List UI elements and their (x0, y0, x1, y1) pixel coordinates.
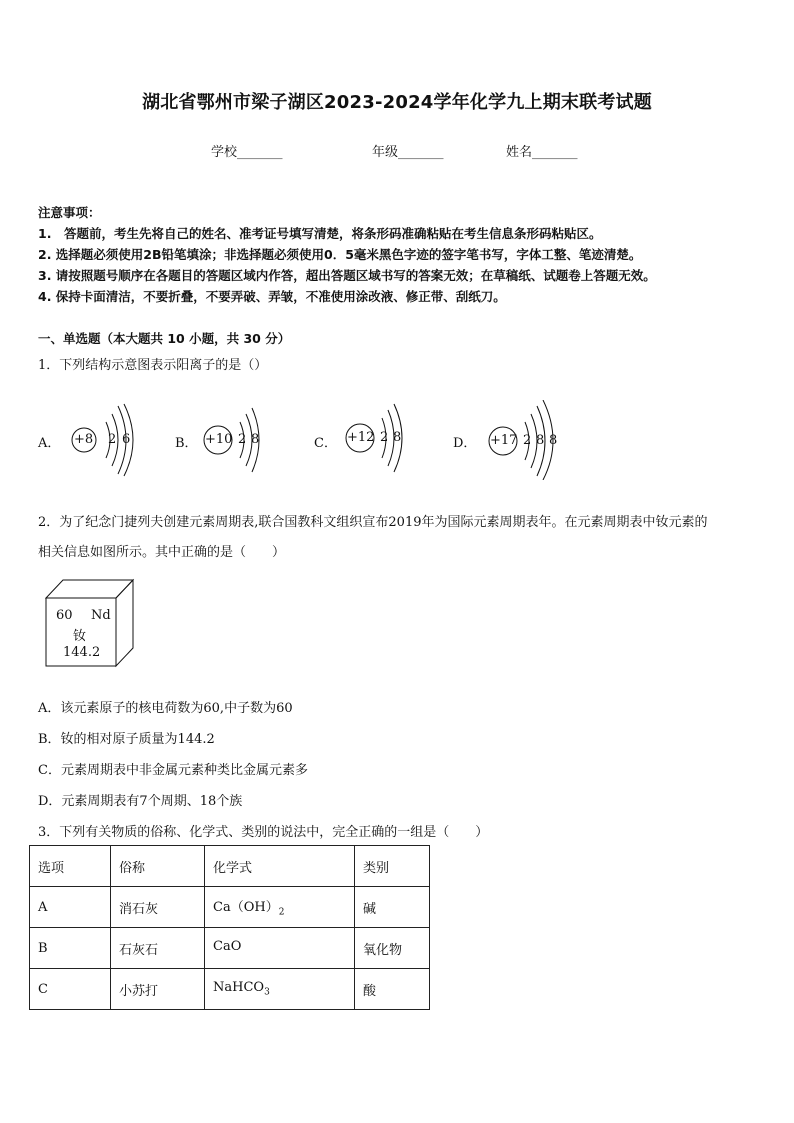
table-cell: 消石灰 (111, 887, 205, 928)
table-header: 俗称 (111, 846, 205, 887)
shell-electrons: 2 (523, 433, 532, 448)
note-item: 3. 请按照题号顺序在各题目的答题区域内作答，超出答题区域书写的答案无效；在草稿纸、试题卷上答题无效。 (38, 268, 656, 283)
table-header: 化学式 (205, 846, 355, 887)
element-card (45, 578, 135, 668)
table-header: 选项 (30, 846, 111, 887)
table-cell: 小苏打 (111, 969, 205, 1010)
table-cell: A (30, 887, 111, 928)
q1-option-c-label[interactable]: C． (314, 436, 337, 451)
q2-option-c[interactable]: C．元素周期表中非金属元素种类比金属元素多 (38, 763, 308, 778)
element-name: 钕 (73, 629, 87, 644)
table-cell: B (30, 928, 111, 969)
shell-electrons: 6 (122, 432, 131, 447)
q1-option-d-label[interactable]: D． (453, 436, 477, 451)
table-cell: C (30, 969, 111, 1010)
note-item: 2. 选择题必须使用2B铅笔填涂；非选择题必须使用0．5毫米黑色字迹的签字笔书写，字体工整、笔迹清楚。 (38, 247, 642, 262)
note-item: 1. 答题前，考生先将自己的姓名、准考证号填写清楚，将条形码准确粘贴在考生信息条形码粘贴区。 (38, 226, 602, 241)
grade-field[interactable]: 年级_______ (372, 145, 444, 160)
page-title: 湖北省鄂州市梁子湖区2023-2024学年化学九上期末联考试题 (142, 92, 652, 113)
table-cell: 碱 (355, 887, 430, 928)
table-row[interactable] (30, 928, 430, 969)
name-field[interactable]: 姓名_______ (506, 145, 578, 160)
note-item: 4. 保持卡面清洁，不要折叠，不要弄破、弄皱，不准使用涂改液、修正带、刮纸刀。 (38, 289, 506, 304)
q2-option-a[interactable]: A．该元素原子的核电荷数为60,中子数为60 (38, 701, 293, 716)
atomic-mass: 144.2 (63, 645, 101, 660)
nucleus-charge: +17 (490, 433, 518, 448)
shell-electrons: 8 (549, 433, 558, 448)
q2-option-d[interactable]: D．元素周期表有7个周期、18个族 (38, 794, 243, 809)
q2-option-b[interactable]: B．钕的相对原子质量为144.2 (38, 732, 215, 747)
nucleus-charge: +10 (205, 432, 233, 447)
table-cell: 氧化物 (355, 928, 430, 969)
q3-stem: 3．下列有关物质的俗称、化学式、类别的说法中，完全正确的一组是（ ） (38, 825, 489, 840)
notes-heading: 注意事项： (38, 205, 101, 220)
shell-electrons: 2 (108, 432, 117, 447)
table-row[interactable] (30, 887, 430, 928)
formula-subscript: 2 (278, 907, 285, 918)
shell-electrons: 2 (380, 430, 389, 445)
formula-subscript: 3 (264, 987, 270, 998)
q1-option-a-label[interactable]: A． (38, 436, 61, 451)
table-header: 类别 (355, 846, 430, 887)
q1-stem: 1．下列结构示意图表示阳离子的是（） (38, 358, 268, 373)
formula: CaO (213, 939, 242, 955)
q3-table (29, 845, 430, 1010)
nucleus-charge: +8 (74, 432, 94, 447)
table-cell (205, 887, 355, 928)
q2-stem: 2．为了纪念门捷列夫创建元素周期表,联合国教科文组织宣布2019年为国际元素周期表年。在元素周期表中钕元素的 (38, 515, 708, 530)
q1-option-b-label[interactable]: B． (175, 436, 198, 451)
q2-stem-cont: 相关信息如图所示。其中正确的是（ ） (38, 545, 286, 560)
section-heading: 一、单选题（本大题共 10 小题，共 30 分） (38, 331, 291, 346)
shell-electrons: 8 (251, 432, 260, 447)
element-symbol: Nd (91, 608, 111, 623)
table-cell: 石灰石 (111, 928, 205, 969)
nucleus-charge: +12 (347, 430, 375, 445)
table-header-row (30, 846, 430, 887)
table-cell (205, 969, 355, 1010)
table-cell (205, 928, 355, 969)
formula: NaHCO (213, 980, 265, 996)
shell-electrons: 2 (238, 432, 247, 447)
formula: Ca（OH） (213, 900, 279, 916)
table-cell: 酸 (355, 969, 430, 1010)
school-field[interactable]: 学校_______ (211, 145, 283, 160)
q1-option-d-diagram[interactable] (487, 400, 637, 480)
shell-electrons: 8 (536, 433, 545, 448)
table-row[interactable] (30, 969, 430, 1010)
shell-electrons: 8 (393, 430, 402, 445)
atomic-number: 60 (56, 608, 73, 623)
